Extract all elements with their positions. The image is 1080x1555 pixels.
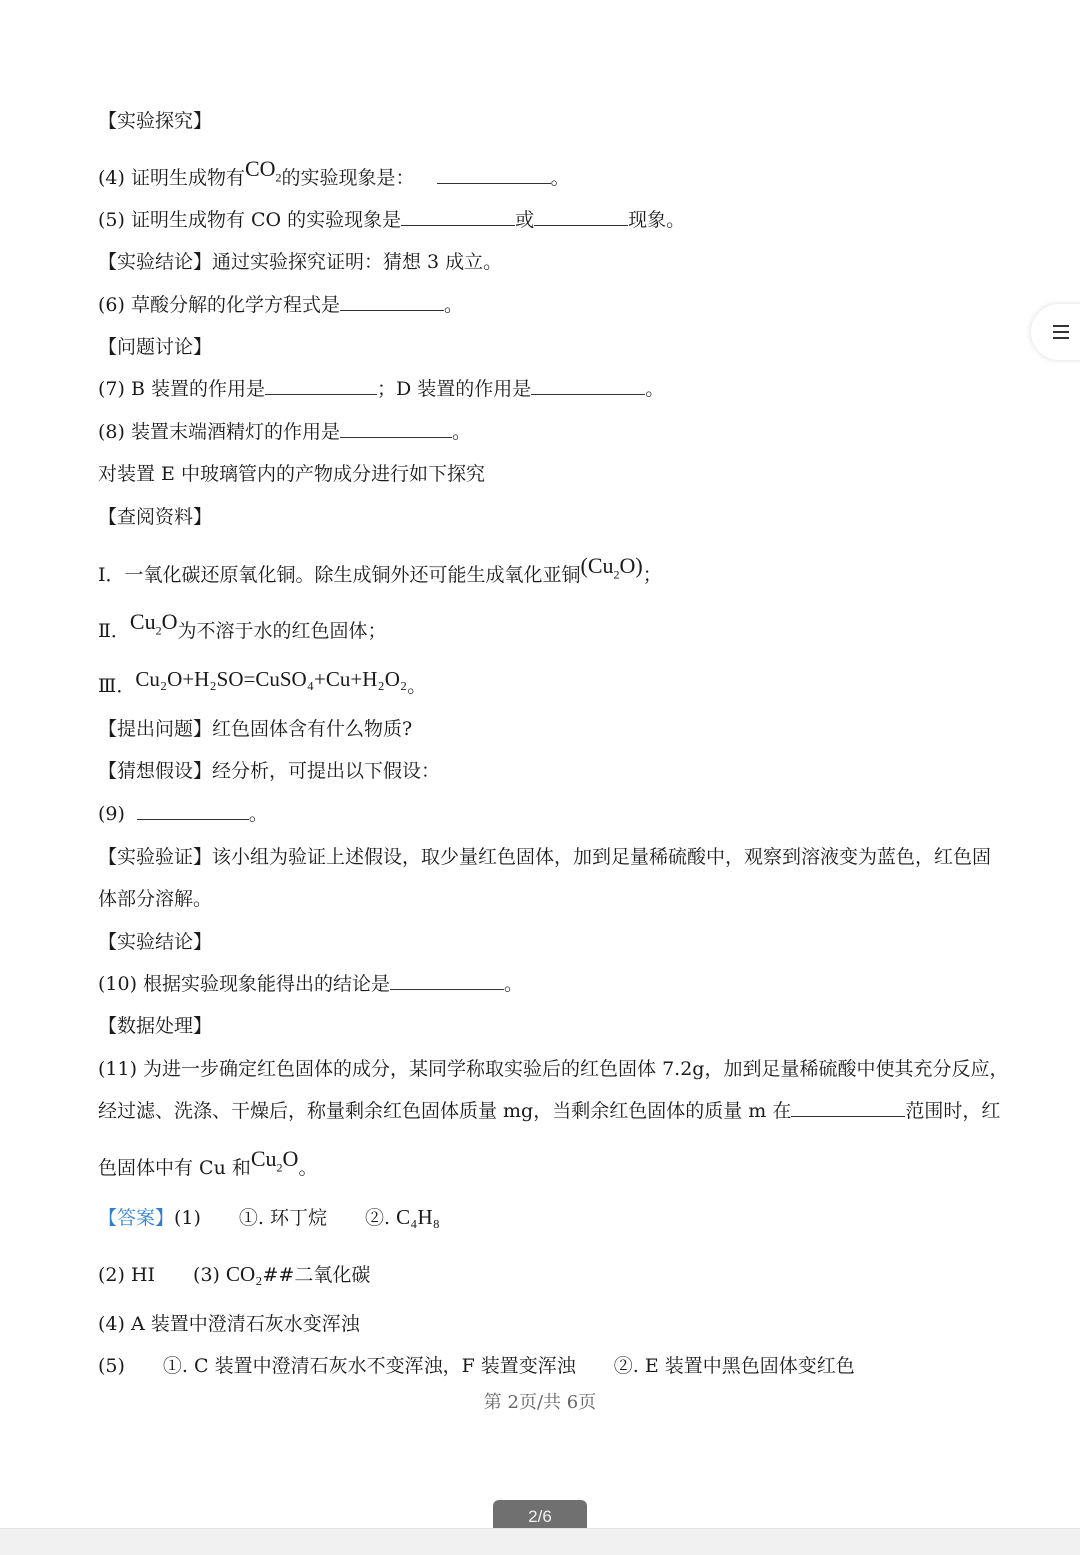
section-experiment-explore: 【实验探究】 (98, 110, 213, 132)
question-5: (5) 证明生成物有 CO 的实验现象是 或 现象。 (98, 209, 686, 231)
section-conclusion: 【实验结论】 (98, 931, 213, 953)
question-8: (8) 装置末端酒精灯的作用是 。 (98, 421, 471, 443)
bottom-bar (0, 1528, 1080, 1555)
answer-blank (137, 801, 249, 820)
answer-blank (401, 207, 515, 226)
section-hypothesis: 【猜想假设】经分析，可提出以下假设： (98, 760, 441, 782)
reference-2: Ⅱ．$Cu_2O$为不溶于水的红色固体； (98, 609, 387, 642)
answer-4: (4) A 装置中澄清石灰水变浑浊 (98, 1313, 360, 1335)
experiment-verification-cont: 体部分溶解。 (98, 888, 213, 910)
answer-blank (531, 376, 645, 395)
question-6: (6) 草酸分解的化学方程式是 。 (98, 294, 463, 316)
answer-blank (340, 292, 444, 311)
answer-5: (5) ①. C 装置中澄清石灰水不变浑浊，F 装置变浑浊 ②. E 装置中黑色固体变红色 (98, 1355, 855, 1377)
answer-blank (534, 207, 628, 226)
reference-3: Ⅲ．Cu₂O+H₂SO=CuSO₄+Cu+H₂O₂。 (98, 667, 427, 697)
product-exploration-intro: 对装置 E 中玻璃管内的产物成分进行如下探究 (98, 463, 485, 485)
answer-2-3: (2) HI (3) CO₂##二氧化碳 (98, 1262, 371, 1286)
answer-1: 【答案】(1) ①. 环丁烷 ②. C₄H₈ (98, 1205, 440, 1229)
section-discussion: 【问题讨论】 (98, 336, 213, 358)
question-11-cont: 经过滤、洗涤、干燥后，称量剩余红色固体质量 mg，当剩余红色固体的质量 m 在 范围时，红 (98, 1100, 1001, 1122)
answer-blank (437, 165, 551, 184)
question-9: (9) 。 (98, 803, 268, 825)
page-footer: 第 2页/共 6页 (483, 1392, 597, 1413)
question-11-end: 色固体中有 Cu 和$Cu_2O$。 (98, 1146, 318, 1179)
answer-tag: 【答案】 (98, 1207, 175, 1229)
answer-blank (390, 971, 504, 990)
section-data: 【数据处理】 (98, 1015, 213, 1037)
experiment-verification: 【实验验证】该小组为验证上述假设，取少量红色固体，加到足量稀硫酸中，观察到溶液变为蓝色，红色固 (98, 846, 992, 868)
page-indicator: 2/6 (493, 1500, 587, 1534)
answer-blank (265, 376, 377, 395)
reference-1: Ⅰ．一氧化碳还原氧化铜。除生成铜外还可能生成氧化亚铜$(Cu_2O)$； (98, 553, 662, 586)
question-4: (4) 证明生成物有$CO_2$的实验现象是： 。 (98, 156, 570, 189)
answer-blank (340, 419, 452, 438)
section-question: 【提出问题】红色固体含有什么物质? (98, 718, 413, 740)
section-reference: 【查阅资料】 (98, 506, 213, 528)
experiment-conclusion: 【实验结论】通过实验探究证明：猜想 3 成立。 (98, 251, 503, 273)
question-7: (7) B 装置的作用是 ；D 装置的作用是 。 (98, 378, 665, 400)
question-10: (10) 根据实验现象能得出的结论是 。 (98, 973, 524, 995)
question-11: (11) 为进一步确定红色固体的成分，某同学称取实验后的红色固体 7.2g，加到足量稀硫酸中使其充分反应， (98, 1058, 1009, 1080)
hamburger-menu-icon[interactable] (1031, 304, 1080, 360)
answer-blank (791, 1098, 905, 1117)
